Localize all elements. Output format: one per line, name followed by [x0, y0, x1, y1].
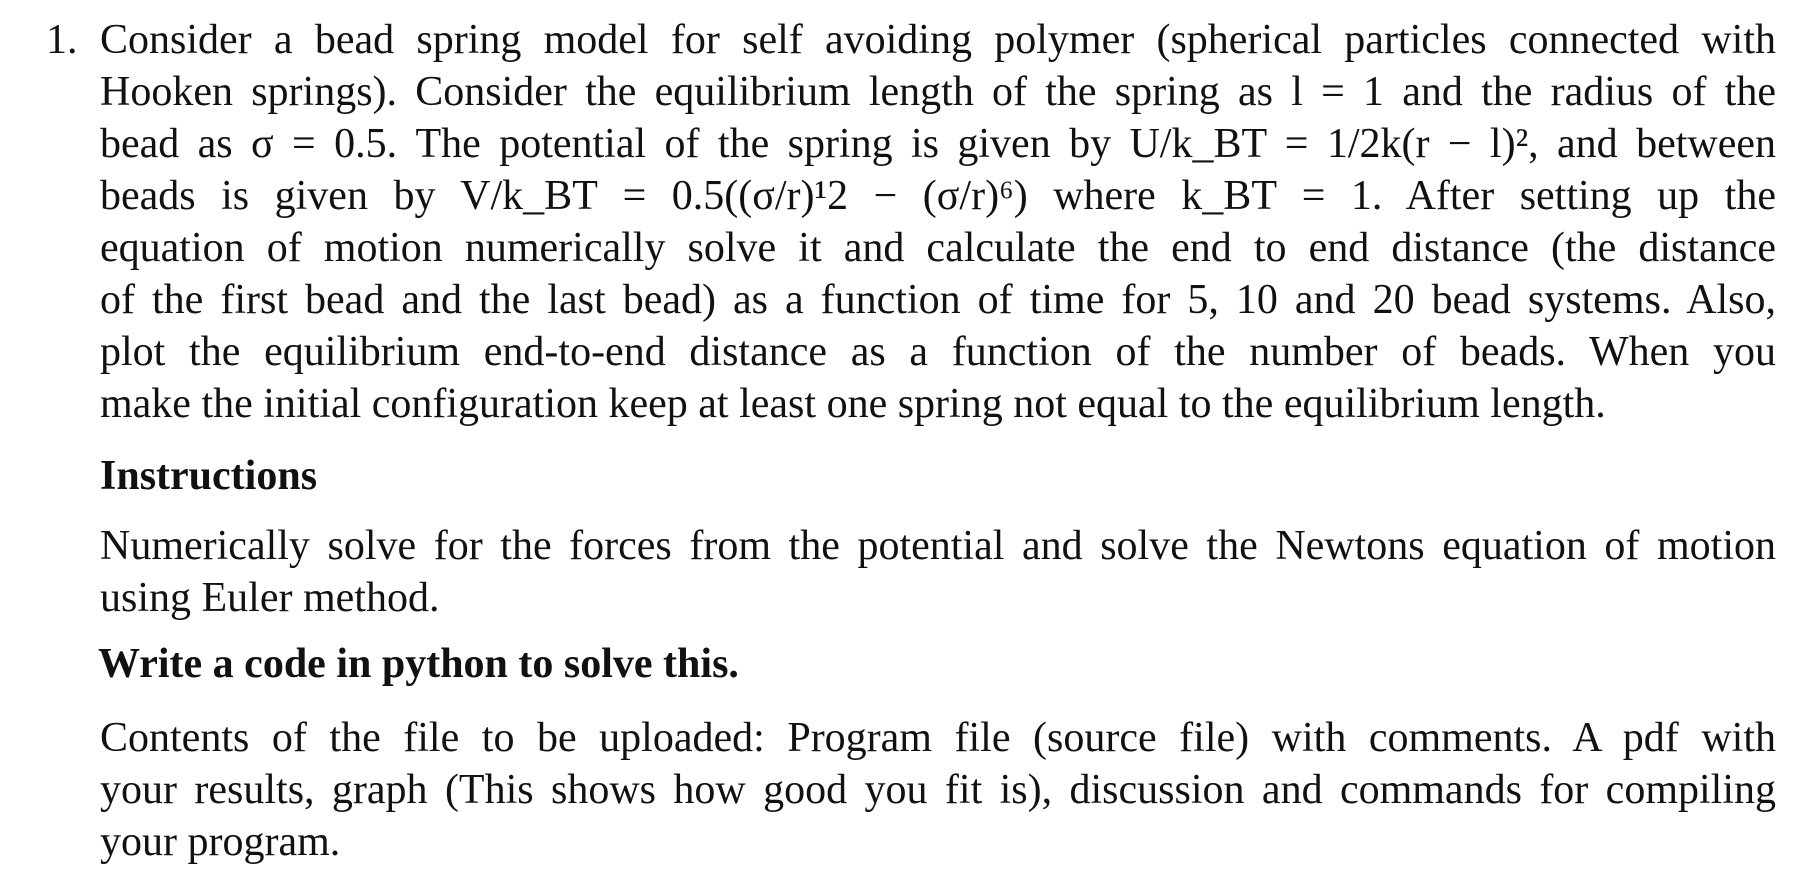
instructions-line-2: using Euler method. — [100, 575, 440, 621]
problem-number: 1. — [46, 17, 78, 63]
problem-line-5: equation of motion numerically solve it and calculate the end to end distance (the distance — [100, 225, 1776, 271]
instructions-body — [100, 520, 1776, 624]
upload-contents — [100, 712, 1776, 868]
instructions-heading: Instructions — [100, 453, 318, 499]
problem-line-7: plot the equilibrium end-to-end distance as a function of the number of beads. When you — [100, 329, 1776, 375]
problem-line-1: Consider a bead spring model for self avoiding polymer (spherical particles connected with — [100, 17, 1776, 63]
problem-line-6: of the first bead and the last bead) as a function of time for 5, 10 and 20 bead systems. Also, — [100, 277, 1776, 323]
task-statement: Write a code in python to solve this. — [98, 641, 739, 687]
problem-statement — [100, 14, 1776, 430]
problem-line-4: beads is given by V/k_BT = 0.5((σ/r)¹2 − (σ/r)⁶) where k_BT = 1. After setting up the — [100, 173, 1776, 219]
contents-line-2: your results, graph (This shows how good you fit is), discussion and commands for compiling — [100, 767, 1776, 813]
contents-line-1: Contents of the file to be uploaded: Program file (source file) with comments. A pdf with — [100, 715, 1776, 761]
instructions-line-1: Numerically solve for the forces from the potential and solve the Newtons equation of motion — [100, 523, 1776, 569]
problem-line-2: Hooken springs). Consider the equilibrium length of the spring as l = 1 and the radius of the — [100, 69, 1776, 115]
problem-line-8: make the initial configuration keep at least one spring not equal to the equilibrium length. — [100, 381, 1606, 427]
contents-line-3: your program. — [100, 819, 341, 865]
problem-line-3: bead as σ = 0.5. The potential of the spring is given by U/k_BT = 1/2k(r − l)², and between — [100, 121, 1776, 167]
